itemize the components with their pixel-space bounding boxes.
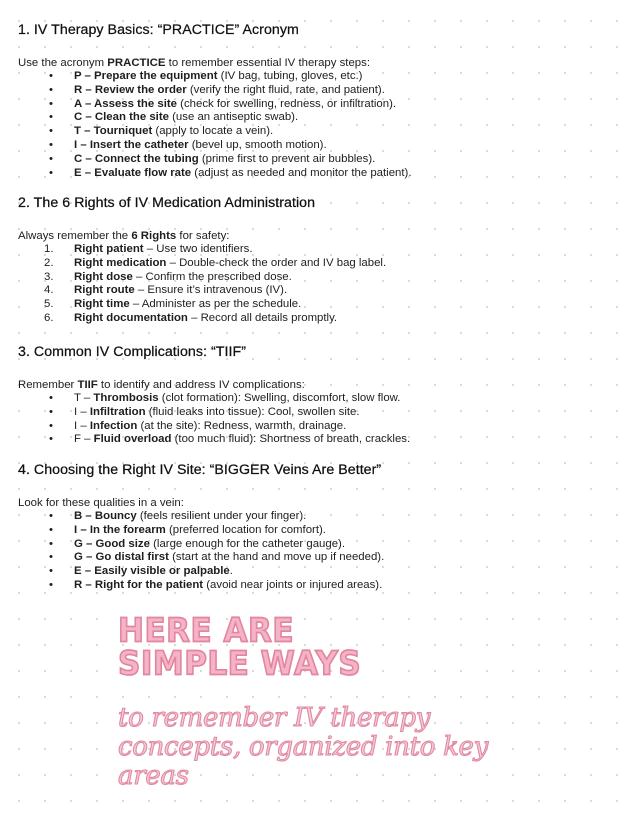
item-bold: G – Go distal first [74, 551, 169, 564]
item-bold: Right dose [74, 270, 133, 283]
list-item [18, 111, 628, 125]
item-text: – Confirm the prescribed dose. [132, 270, 292, 283]
item-text: (avoid near joints or injured areas). [203, 578, 383, 591]
section-six-rights [18, 194, 628, 326]
list-item [18, 392, 628, 406]
numbered-list [18, 243, 628, 326]
bullet-list [18, 510, 628, 593]
intro-text: Use the acronym [18, 57, 108, 69]
bullet-marker: • [49, 125, 53, 138]
bullet-marker: • [49, 405, 53, 418]
bullet-marker: • [49, 578, 53, 591]
item-text: (IV bag, tubing, gloves, etc.) [217, 70, 363, 82]
list-item [18, 284, 628, 298]
section-heading: 2. The 6 Rights of IV Medication Administration [18, 195, 316, 211]
item-bold: C – Connect the tubing [74, 152, 199, 165]
item-text: (check for swelling, redness, or infiltration). [177, 97, 397, 110]
bullet-marker: • [49, 523, 53, 536]
list-item [18, 524, 628, 538]
intro-text: to identify and address IV complications: [97, 379, 305, 391]
section-intro [18, 56, 628, 70]
list-item [18, 298, 628, 312]
bullet-list [18, 392, 628, 447]
intro-text: for safety: [176, 230, 230, 242]
list-item [18, 551, 628, 565]
item-bold: B – Bouncy [74, 510, 137, 522]
item-text: (apply to locate a vein). [152, 125, 274, 138]
bullet-marker: • [49, 510, 53, 522]
item-text: (prime first to prevent air bubbles). [198, 152, 376, 165]
section-heading: 3. Common IV Complications: “TIIF” [18, 344, 246, 360]
overlay-subtitle: to remember IV therapy concepts, organized into key areas [118, 703, 489, 791]
item-bold: T – Tourniquet [74, 125, 153, 138]
item-bold: Infiltration [89, 405, 146, 418]
item-bold: Right documentation [74, 311, 188, 324]
item-text: (fluid leaks into tissue): Cool, swollen site. [145, 405, 360, 418]
item-text: (large enough for the catheter gauge). [149, 537, 345, 550]
list-item [18, 538, 628, 552]
item-text: (preferred location for comfort). [165, 523, 326, 536]
item-lead: I – [74, 405, 90, 418]
intro-text: Remember [18, 379, 78, 391]
bullet-marker: • [49, 433, 53, 446]
item-bold: Right route [74, 284, 135, 297]
item-text: (use an antiseptic swab). [168, 111, 299, 124]
number-marker: 1. [44, 243, 54, 255]
item-lead: F – [74, 433, 94, 446]
list-item [18, 257, 628, 271]
intro-bold: 6 Rights [131, 230, 177, 242]
list-item [18, 139, 628, 153]
item-text: (bevel up, smooth motion). [188, 138, 327, 151]
item-bold: E – Easily visible or palpable [74, 565, 230, 578]
bullet-marker: • [49, 419, 53, 432]
list-item [18, 420, 628, 434]
bullet-marker: • [49, 392, 53, 404]
item-text: . [229, 565, 233, 578]
item-bold: C – Clean the site [74, 111, 169, 124]
item-bold: Thrombosis [93, 392, 159, 404]
list-item [18, 406, 628, 420]
intro-text: Always remember the [18, 230, 132, 242]
bullet-marker: • [49, 166, 53, 179]
item-lead: T – [74, 392, 94, 404]
number-marker: 2. [44, 256, 54, 269]
section-practice [18, 21, 628, 180]
bullet-marker: • [49, 83, 53, 96]
bullet-marker: • [49, 537, 53, 550]
item-bold: Right time [74, 298, 130, 311]
bullet-marker: • [49, 152, 53, 165]
item-bold: Right patient [74, 243, 144, 255]
intro-text: Look for these qualities in a vein: [18, 497, 184, 509]
item-text: (too much fluid): Shortness of breath, crackles. [171, 433, 411, 446]
bullet-list [18, 70, 628, 180]
number-marker: 4. [44, 284, 54, 297]
item-bold: I – In the forearm [74, 523, 166, 536]
list-item [18, 271, 628, 285]
section-tiif [18, 343, 628, 447]
number-marker: 5. [44, 298, 54, 311]
section-heading: 4. Choosing the Right IV Site: “BIGGER Veins Are Better” [18, 462, 382, 478]
overlay-title-line2: SIMPLE WAYS [118, 644, 362, 683]
section-intro [18, 496, 628, 510]
list-item [18, 433, 628, 447]
bullet-marker: • [49, 111, 53, 124]
item-bold: R – Right for the patient [74, 578, 204, 591]
bullet-marker: • [49, 565, 53, 578]
bullet-marker: • [49, 551, 53, 564]
item-text: (feels resilient under your finger). [136, 510, 307, 522]
item-text: – Double-check the order and IV bag label. [166, 256, 387, 269]
section-intro [18, 378, 628, 392]
bullet-marker: • [49, 138, 53, 151]
item-bold: E – Evaluate flow rate [74, 166, 192, 179]
list-item [18, 70, 628, 84]
list-item [18, 125, 628, 139]
intro-text: to remember essential IV therapy steps: [165, 57, 370, 69]
item-text: (clot formation): Swelling, discomfort, slow flow. [158, 392, 401, 404]
item-text: (verify the right fluid, rate, and patient). [186, 83, 385, 96]
number-marker: 3. [44, 270, 54, 283]
intro-bold: PRACTICE [107, 57, 166, 69]
list-item [18, 153, 628, 167]
bullet-marker: • [49, 97, 53, 110]
item-bold: P – Prepare the equipment [74, 70, 218, 82]
overlay-title-line1: HERE ARE [118, 611, 294, 650]
intro-bold: TIIF [77, 379, 98, 391]
list-item [18, 98, 628, 112]
item-text: (at the site): Redness, warmth, drainage. [137, 419, 347, 432]
item-text: (start at the hand and move up if needed). [168, 551, 385, 564]
list-item [18, 167, 628, 181]
item-bold: Fluid overload [93, 433, 172, 446]
list-item [18, 312, 628, 326]
list-item [18, 243, 628, 257]
item-text: – Record all details promptly. [187, 311, 338, 324]
item-text: (adjust as needed and monitor the patient). [191, 166, 412, 179]
handwritten-overlay [118, 611, 538, 791]
number-marker: 6. [44, 311, 54, 324]
item-bold: I – Insert the catheter [74, 138, 189, 151]
item-text: – Use two identifiers. [143, 243, 253, 255]
list-item [18, 565, 628, 579]
section-intro [18, 229, 628, 243]
item-bold: Infection [89, 419, 138, 432]
section-bigger-veins [18, 461, 628, 593]
list-item [18, 84, 628, 98]
item-lead: I – [74, 419, 90, 432]
item-bold: Right medication [74, 256, 167, 269]
list-item [18, 579, 628, 593]
item-bold: G – Good size [74, 537, 150, 550]
item-bold: R – Review the order [74, 83, 187, 96]
item-text: – Administer as per the schedule. [129, 298, 302, 311]
bullet-marker: • [49, 70, 53, 82]
section-heading: 1. IV Therapy Basics: “PRACTICE” Acronym [18, 22, 299, 38]
list-item [18, 510, 628, 524]
item-bold: A – Assess the site [74, 97, 177, 110]
item-text: – Ensure it’s intravenous (IV). [134, 284, 288, 297]
